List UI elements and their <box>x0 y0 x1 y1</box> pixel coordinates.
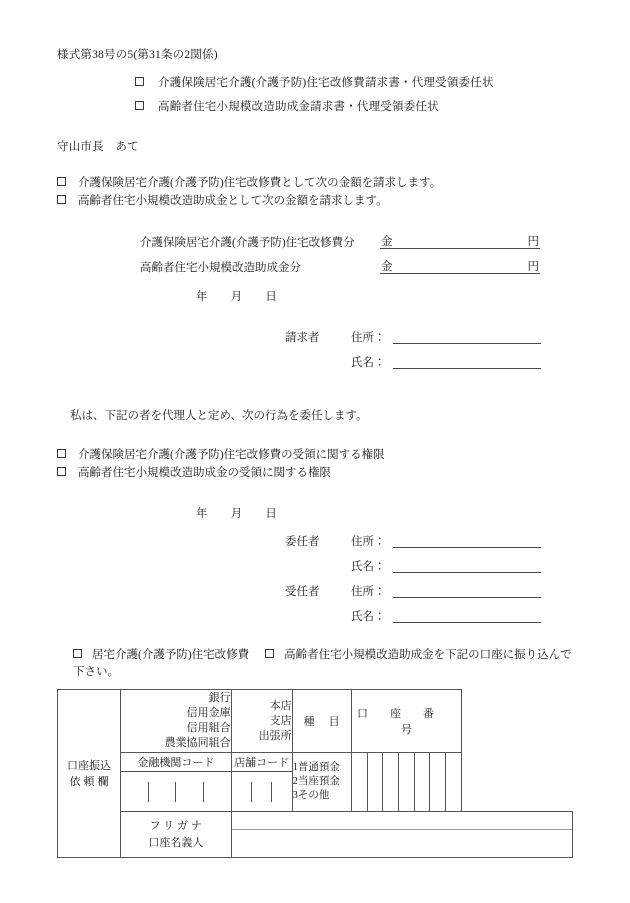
delegatee-address-label: 住所： <box>351 586 386 598</box>
title-option-1-label: 介護保険居宅介護(介護予防)住宅改修費請求書・代理受領委任状 <box>158 77 494 89</box>
power-option-2-label: 高齢者住宅小規模改造助成金の受領に関する権限 <box>78 467 331 479</box>
title-option-2-label: 高齢者住宅小規模改造助成金請求書・代理受領委任状 <box>158 101 439 113</box>
account-number-cell[interactable] <box>367 753 383 811</box>
institution-code-cell[interactable] <box>148 782 175 802</box>
institution-kind-3: 信用組合 <box>186 722 231 734</box>
delegator-role-label: 委任者 <box>285 536 320 548</box>
transfer-option-1-label: 居宅介護(介護予防)住宅改修費 <box>92 649 250 661</box>
account-type-header-char2: 目 <box>328 716 340 728</box>
furigana-label: フリガナ <box>149 819 206 832</box>
account-number-cell[interactable] <box>352 753 368 811</box>
account-holder-input[interactable] <box>232 830 572 857</box>
furigana-input[interactable] <box>232 812 572 830</box>
account-type-header <box>292 690 351 753</box>
checkbox-power-koureisha[interactable] <box>57 467 66 476</box>
mandate-date-line[interactable] <box>196 505 277 521</box>
account-type-option-2: 2当座預金 <box>292 776 340 787</box>
institution-kind-cell[interactable] <box>121 690 232 753</box>
delegator-address-input[interactable] <box>393 534 541 548</box>
branch-kind-3: 出張所 <box>258 729 292 742</box>
amount-suffix-koureisha: 円 <box>527 261 539 273</box>
table-row-institution <box>58 690 573 753</box>
transfer-instruction <box>73 647 578 681</box>
claimant-name-row <box>285 354 541 370</box>
delegatee-name-input[interactable] <box>393 609 541 623</box>
amount-prefix-kaigo: 金 <box>381 236 393 248</box>
account-number-header-char3: 番 <box>422 708 434 720</box>
account-number-cell[interactable] <box>430 753 446 811</box>
branch-code-cell[interactable] <box>232 782 252 802</box>
checkbox-title-kaigo[interactable] <box>135 77 144 86</box>
branch-code-grid-row <box>232 782 292 802</box>
account-type-header-char1: 種 <box>303 716 315 728</box>
account-holder-labels <box>121 812 232 858</box>
claimant-name-input[interactable] <box>393 355 541 369</box>
mandate-statement: 私は、下記の者を代理人と定め、次の行為を委任します。 <box>70 410 368 422</box>
account-holder-value-area[interactable] <box>231 812 572 858</box>
power-option-2-row[interactable] <box>57 464 331 480</box>
date-year-label: 年 <box>196 291 208 303</box>
checkbox-claim-koureisha[interactable] <box>57 195 66 204</box>
title-option-1-row[interactable] <box>135 74 494 90</box>
table-row-code-headers <box>58 753 573 772</box>
title-option-2-row[interactable] <box>135 98 439 114</box>
amount-prefix-koureisha: 金 <box>381 261 393 273</box>
institution-kind-1: 銀行 <box>208 692 231 704</box>
claim-statement-1-label: 介護保険居宅介護(介護予防)住宅改修費として次の金額を請求します。 <box>78 177 442 189</box>
claimant-address-label: 住所： <box>351 332 386 344</box>
institution-code-grid <box>121 782 231 802</box>
claimant-address-row <box>285 329 541 345</box>
claimant-address-input[interactable] <box>393 330 541 344</box>
amount-row-kaigo <box>140 233 540 250</box>
amount-suffix-kaigo: 円 <box>527 236 539 248</box>
account-type-options[interactable] <box>292 753 351 812</box>
branch-code-label: 店舗コード <box>231 753 292 772</box>
date-day-label: 日 <box>265 291 278 303</box>
account-type-option-1: 1普通預金 <box>292 762 340 773</box>
account-number-header-char2: 座 <box>389 708 401 720</box>
branch-kind-cell[interactable] <box>231 690 292 753</box>
checkbox-transfer-kaigo[interactable] <box>73 649 82 658</box>
delegator-address-row <box>285 533 541 549</box>
form-code: 様式第38号の5(第31条の2関係) <box>57 49 218 61</box>
amount-label-kaigo: 介護保険居宅介護(介護予防)住宅改修費分 <box>140 237 355 249</box>
account-number-cell[interactable] <box>399 753 415 811</box>
account-number-header <box>351 690 462 753</box>
account-number-grid-row <box>352 753 462 811</box>
amount-row-koureisha <box>140 258 540 275</box>
delegator-name-label: 氏名： <box>351 561 386 573</box>
delegator-name-input[interactable] <box>393 559 541 573</box>
institution-kind-4: 農業協同組合 <box>164 737 231 749</box>
addressee: 守山市長 あて <box>57 141 139 153</box>
power-option-1-label: 介護保険居宅介護(介護予防)住宅改修費の受領に関する権限 <box>78 449 385 461</box>
account-number-header-char4: 号 <box>400 724 412 736</box>
table-row-account-holder <box>58 812 573 858</box>
branch-code-cell[interactable] <box>272 782 292 802</box>
branch-kind-2: 支店 <box>269 714 292 727</box>
transfer-option-2-label: 高齢者住宅小規模改造助成金を下記の口座に振り込んで下さい。 <box>73 649 572 678</box>
mandate-date-day-label: 日 <box>265 508 278 520</box>
delegatee-name-label: 氏名： <box>351 611 386 623</box>
branch-code-cell[interactable] <box>252 782 272 802</box>
checkbox-transfer-koureisha[interactable] <box>265 649 274 658</box>
branch-kind-1: 本店 <box>269 699 292 712</box>
claimant-role-label: 請求者 <box>285 332 320 344</box>
bank-section-label <box>58 690 121 858</box>
bank-section-label-line1: 口座振込 <box>67 759 111 772</box>
institution-code-grid-row <box>121 782 231 802</box>
mandate-date-year-label: 年 <box>196 508 208 520</box>
institution-code-cells[interactable] <box>121 772 232 812</box>
institution-code-cell[interactable] <box>203 782 230 802</box>
mandate-date-month-label: 月 <box>230 508 243 520</box>
account-number-header-char1: 口 <box>356 708 368 720</box>
delegatee-address-row <box>285 583 541 599</box>
checkbox-title-koureisha[interactable] <box>135 101 144 110</box>
checkbox-claim-kaigo[interactable] <box>57 177 66 186</box>
account-number-grid <box>352 753 462 811</box>
amount-label-koureisha: 高齢者住宅小規模改造助成金分 <box>140 262 301 274</box>
claimant-name-label: 氏名： <box>351 357 386 369</box>
account-number-cell[interactable] <box>383 753 399 811</box>
account-number-cell[interactable] <box>446 753 462 811</box>
institution-kind-2: 信用金庫 <box>186 707 231 719</box>
delegator-name-row <box>285 558 541 574</box>
power-option-1-row[interactable] <box>57 446 385 462</box>
institution-code-cell[interactable] <box>121 782 148 802</box>
amount-input-kaigo[interactable] <box>380 233 540 249</box>
delegator-address-label: 住所： <box>351 536 386 548</box>
account-number-cells[interactable] <box>351 753 462 812</box>
claim-statement-2-row[interactable] <box>57 192 388 208</box>
account-type-option-3: 3その他 <box>292 790 330 801</box>
delegatee-name-row <box>285 608 541 624</box>
institution-code-label: 金融機関コード <box>121 753 232 772</box>
delegatee-role-label: 受任者 <box>285 586 320 598</box>
bank-transfer-table <box>57 689 573 858</box>
claim-statement-2-label: 高齢者住宅小規模改造助成金として次の金額を請求します。 <box>78 195 388 207</box>
delegatee-address-input[interactable] <box>393 584 541 598</box>
bank-section-label-line2: 依頼欄 <box>69 775 112 788</box>
account-number-cell[interactable] <box>414 753 430 811</box>
branch-code-cells[interactable] <box>231 772 292 812</box>
claim-statement-1-row[interactable] <box>57 174 441 190</box>
account-holder-label: 口座名義人 <box>148 836 204 849</box>
date-month-label: 月 <box>230 291 243 303</box>
institution-code-cell[interactable] <box>176 782 203 802</box>
branch-code-grid <box>232 782 292 802</box>
amount-input-koureisha[interactable] <box>380 258 540 274</box>
claimant-date-line[interactable] <box>196 288 277 304</box>
checkbox-power-kaigo[interactable] <box>57 449 66 458</box>
